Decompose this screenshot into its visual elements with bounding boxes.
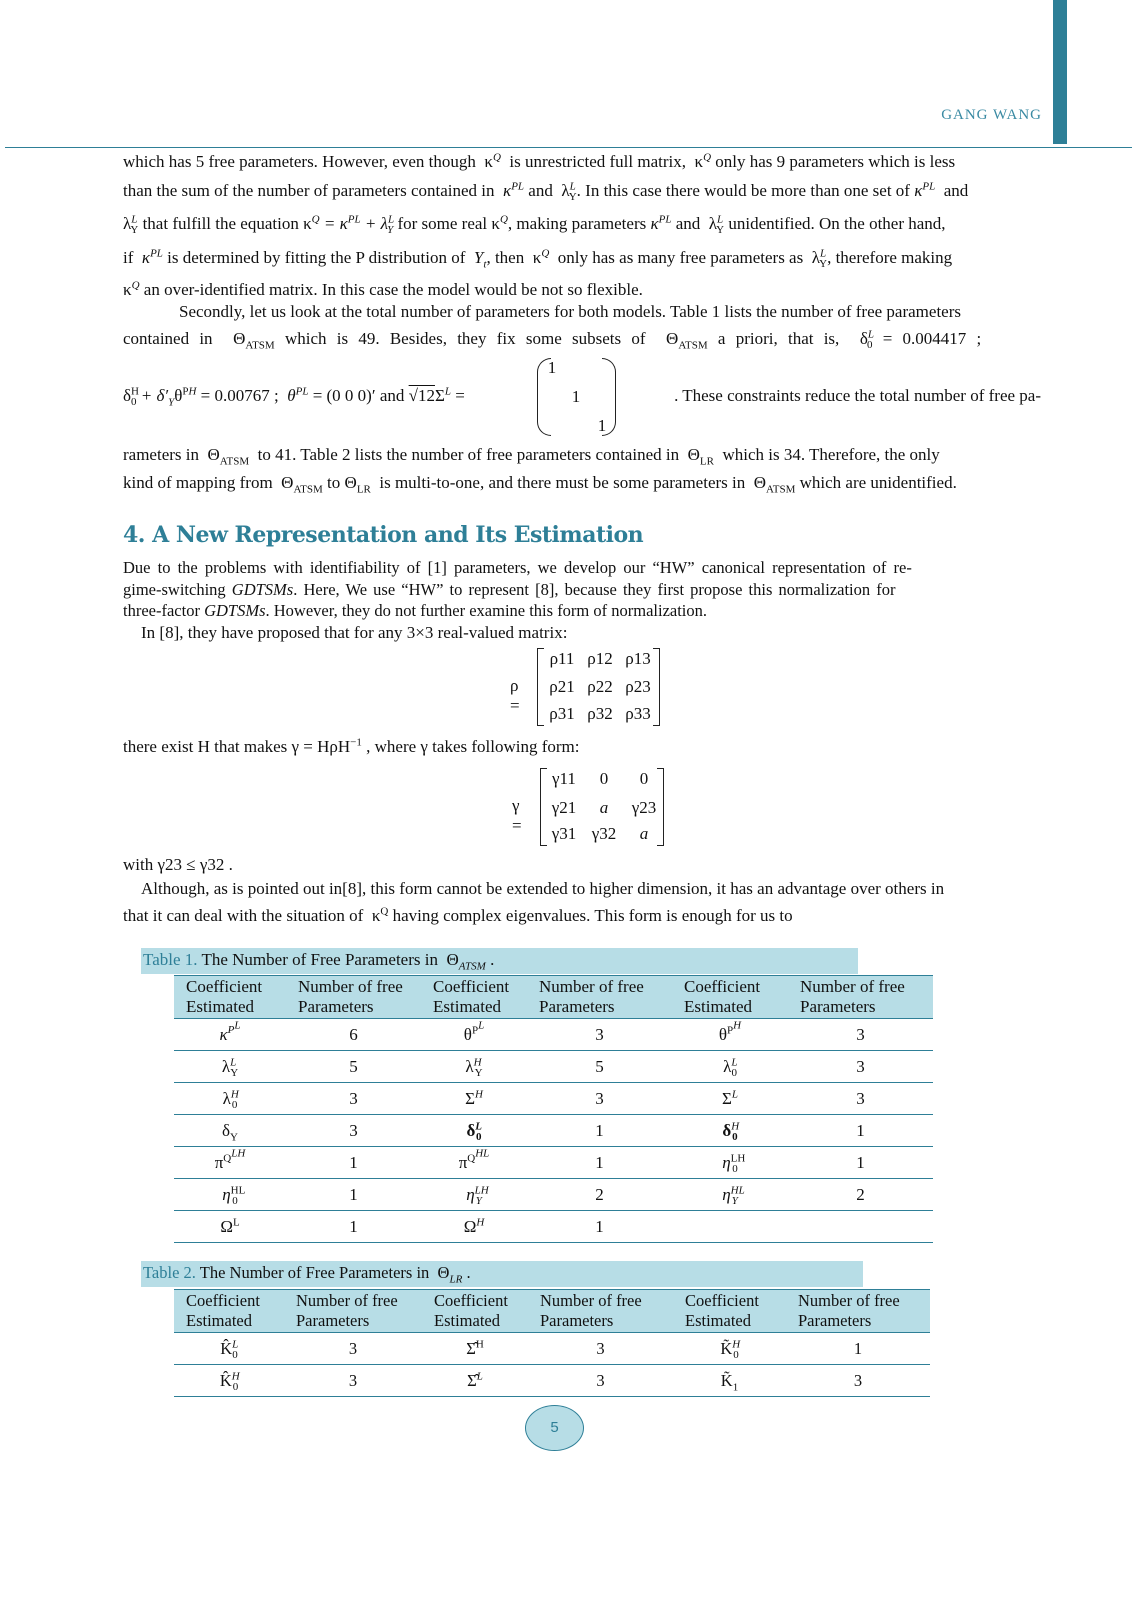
table1-header: Coefficient Estimated xyxy=(421,976,527,1019)
para2-line5: kind of mapping from $\Theta_{ATSM}$ to $\Theta_{LR}$ is multi-to-one, and there must be some parameters in $\Theta_{ATSM}$ which are unidentified. xyxy=(123,473,957,496)
table1-caption: Table 1. The Number of Free Parameters in $\Theta_{ATSM}$ . xyxy=(141,948,858,974)
table-cell: 2 xyxy=(527,1179,672,1211)
table2-header-row xyxy=(174,1290,930,1333)
section-p1-line1: Due to the problems with identifiability of [1] parameters, we develop our “HW” canonical representation of re- xyxy=(123,558,912,577)
table-cell: 6 xyxy=(286,1019,421,1051)
table-cell: 3 xyxy=(286,1115,421,1147)
table-cell: $\Sigma^H$ xyxy=(421,1083,527,1115)
matrix-cell: 1 xyxy=(571,387,581,406)
table-cell: K̃$^H_0$ xyxy=(673,1333,786,1365)
table-cell: 1 xyxy=(786,1333,930,1365)
para2-line3: $\delta^H_0 + \delta'_Y\theta^{PH} = 0.00767$ ; $\theta^{PL} = (0$ 0 0)′ and $√12\Sigma^L$ = xyxy=(123,385,465,409)
para2-line3-tail: . These constraints reduce the total number of free pa- xyxy=(674,386,1041,405)
table-cell: $\pi^{Q^{HL}}$ xyxy=(421,1147,527,1179)
running-header-author: GANG WANG xyxy=(941,107,1042,123)
table-cell: 3 xyxy=(528,1333,673,1365)
table1-header: Number of free Parameters xyxy=(788,976,933,1019)
table2-header: Coefficient Estimated xyxy=(422,1290,528,1333)
table-cell: 3 xyxy=(527,1019,672,1051)
para2-line2: contained in $\Theta_{ATSM}$ which is 49. Besides, they fix some subsets of $\Theta_{ATSM}$ a priori, that is, $\delta^L_0 = 0.004417$ ; xyxy=(123,328,982,352)
section-p1-line2: gime-switching GDTSMs. Here, We use “HW” to represent [8], because they first propose this normalization for xyxy=(123,580,896,599)
matrix-cell: 1 xyxy=(547,358,557,377)
section-p4: with γ23 ≤ γ32 . xyxy=(123,855,233,874)
table2-header: Number of free Parameters xyxy=(528,1290,673,1333)
table-cell: 3 xyxy=(786,1365,930,1397)
header-accent-bar xyxy=(1053,0,1067,144)
table-cell: $\lambda^L_Y$ xyxy=(174,1051,286,1083)
table-cell: Σ̂$^L$ xyxy=(422,1365,528,1397)
table2-header: Coefficient Estimated xyxy=(174,1290,284,1333)
table-row xyxy=(174,1333,930,1365)
table-cell: $\eta^{LH}_Y$ xyxy=(421,1179,527,1211)
table-cell: $K̃_1$ xyxy=(673,1365,786,1397)
table-cell: 5 xyxy=(527,1051,672,1083)
table-cell: $\eta^{LH}_0$ xyxy=(672,1147,788,1179)
table-cell: 2 xyxy=(788,1179,933,1211)
table-cell: $\lambda^H_Y$ xyxy=(421,1051,527,1083)
table-row xyxy=(174,1365,930,1397)
table-cell: $\pi^{Q^{LH}}$ xyxy=(174,1147,286,1179)
section-p3: there exist H that makes γ = HρH$^{-1}$ , where γ takes following form: xyxy=(123,736,580,756)
table-cell: 1 xyxy=(788,1147,933,1179)
table1-header: Coefficient Estimated xyxy=(672,976,788,1019)
para1-line4: if $\kappa^{PL}$ is determined by fitting the P distribution of $Y_t$, then $\kappa^Q$ only has as many free parameters as $\lambda^L_Y$, therefore making xyxy=(123,247,953,271)
table-cell: 3 xyxy=(284,1365,422,1397)
table1 xyxy=(174,975,933,1243)
table-cell: $\Sigma^L$ xyxy=(672,1083,788,1115)
table-cell: $\kappa^{P^L}$ xyxy=(174,1019,286,1051)
table-cell: 5 xyxy=(286,1051,421,1083)
table-cell: 3 xyxy=(286,1083,421,1115)
table-cell: Σ̂$^H$ xyxy=(422,1333,528,1365)
section-p1-line3: three-factor GDTSMs. However, they do not further examine this form of normalization. xyxy=(123,601,708,620)
table2-header: Number of free Parameters xyxy=(284,1290,422,1333)
table-cell: 1 xyxy=(286,1211,421,1243)
table-cell: $\delta_Y$ xyxy=(174,1115,286,1147)
table-cell: $\eta^{HL}_0$ xyxy=(174,1179,286,1211)
section-p5-line2: that it can deal with the situation of $\kappa^Q$ having complex eigenvalues. This form is enough for us to xyxy=(123,905,793,925)
table-cell: 3 xyxy=(788,1051,933,1083)
table-row xyxy=(174,1051,933,1083)
table1-header: Number of free Parameters xyxy=(286,976,421,1019)
para1-line5: $\kappa^Q$ an over-identified matrix. In this case the model would be not so flexible. xyxy=(123,279,643,299)
table2-header: Coefficient Estimated xyxy=(673,1290,786,1333)
table-cell: 3 xyxy=(788,1083,933,1115)
table-row xyxy=(174,1115,933,1147)
table-cell: $\theta^{P^L}$ xyxy=(421,1019,527,1051)
table-cell: 1 xyxy=(286,1179,421,1211)
page-number-badge: 5 xyxy=(525,1405,584,1451)
table-cell xyxy=(672,1211,788,1243)
table-row xyxy=(174,1147,933,1179)
section-p2: In [8], they have proposed that for any 3×3 real-valued matrix: xyxy=(141,623,568,642)
table-cell: K̂$^L_0$ xyxy=(174,1333,284,1365)
table-cell: 1 xyxy=(527,1147,672,1179)
table-cell: $\lambda^L_0$ xyxy=(672,1051,788,1083)
section-heading: 4. A New Representation and Its Estimation xyxy=(123,522,644,548)
table-cell: 3 xyxy=(284,1333,422,1365)
table-cell: $\theta^{P^H}$ xyxy=(672,1019,788,1051)
table-cell: $\Omega^L$ xyxy=(174,1211,286,1243)
table1-header: Number of free Parameters xyxy=(527,976,672,1019)
table-cell: 3 xyxy=(788,1019,933,1051)
table-cell: $\eta^{HL}_Y$ xyxy=(672,1179,788,1211)
table-cell: $\delta^L_0$ xyxy=(421,1115,527,1147)
para2-line4: rameters in $\Theta_{ATSM}$ to 41. Table 2 lists the number of free parameters contained in $\Theta_{LR}$ which is 34. Therefore, the only xyxy=(123,445,940,468)
matrix-cell: 1 xyxy=(597,416,607,435)
table1-header-row xyxy=(174,976,933,1019)
header-rule xyxy=(5,147,1132,148)
para1-line1: which has 5 free parameters. However, even though $\kappa^Q$ is unrestricted full matrix, $\kappa^Q$ only has 9 parameters which is less xyxy=(123,151,956,171)
table-cell: $\lambda^H_0$ xyxy=(174,1083,286,1115)
table-cell: $\delta^H_0$ xyxy=(672,1115,788,1147)
table2-header: Number of free Parameters xyxy=(786,1290,930,1333)
table-cell: 1 xyxy=(527,1115,672,1147)
table-row xyxy=(174,1083,933,1115)
section-p5-line1: Although, as is pointed out in[8], this form cannot be extended to higher dimension, it has an advantage over others in xyxy=(141,879,945,898)
table-cell: K̂$^H_0$ xyxy=(174,1365,284,1397)
table-cell xyxy=(788,1211,933,1243)
para1-line2: than the sum of the number of parameters contained in $\kappa^{PL}$ and $\lambda^L_Y$. In this case there would be more than one set of $\kappa^{PL}$ and xyxy=(123,180,969,204)
para2-line1: Secondly, let us look at the total number of parameters for both models. Table 1 lists the number of free parameters xyxy=(179,302,961,321)
table2 xyxy=(174,1289,930,1397)
table-row xyxy=(174,1211,933,1243)
table-cell: 1 xyxy=(527,1211,672,1243)
table-cell: $\Omega^H$ xyxy=(421,1211,527,1243)
table-cell: 1 xyxy=(286,1147,421,1179)
table2-caption: Table 2. The Number of Free Parameters in $\Theta_{LR}$ . xyxy=(141,1261,863,1287)
table-cell: 1 xyxy=(788,1115,933,1147)
table-cell: 3 xyxy=(528,1365,673,1397)
table-row xyxy=(174,1019,933,1051)
table1-header: Coefficient Estimated xyxy=(174,976,286,1019)
para1-line3: $\lambda^L_Y$ that fulfill the equation $\kappa^Q = \kappa^{PL} + \lambda^L_Y$ for some real $\kappa^Q$, making parameters $\kappa^{PL}$ and $\lambda^L_Y$ unidentified. On the other hand, xyxy=(123,213,946,237)
table-cell: 3 xyxy=(527,1083,672,1115)
table-row xyxy=(174,1179,933,1211)
